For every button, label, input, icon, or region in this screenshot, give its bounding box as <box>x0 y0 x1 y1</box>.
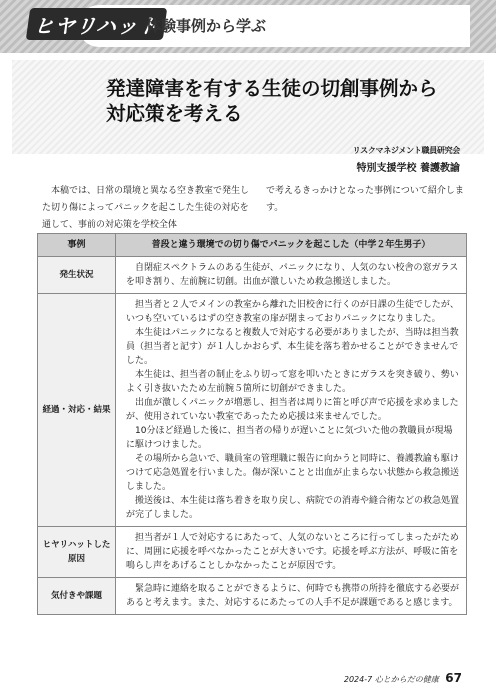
row-label-line: 気付きや課題 <box>50 591 102 601</box>
row-body <box>116 257 467 294</box>
row-paragraph: 緊急時に連絡を取ることができるように、何時でも携帯の所持を徹底する必要があると考えます。また、対応するにあたっての人手不足が課題であると感じます。 <box>126 584 460 608</box>
author-name: 特別支援学校 養護教諭 <box>356 163 460 174</box>
page-number: 67 <box>445 671 462 685</box>
title-line-2: 対応策を考える <box>106 102 243 125</box>
row-label <box>38 294 116 527</box>
table-row <box>38 527 467 578</box>
case-table <box>37 233 467 615</box>
intro-text-right: で考えるきっかけとなった事例について紹介します。 <box>266 186 464 213</box>
table-row <box>38 294 467 527</box>
page-footer <box>344 671 462 685</box>
row-paragraph: 出血が激しくパニックが増悪し、担当者は周りに笛と呼び声で応援を求めましたが、使用されていない教室であったため応援は来ませんでした。 <box>126 398 459 422</box>
row-paragraph: 搬送後は、本生徒は落ち着きを取り戻し、病院での消毒や縫合術などの救急処置が完了しました。 <box>126 496 460 520</box>
table-header-value: 普段と違う環境での切り傷でパニックを起こした（中学２年生男子） <box>116 234 467 257</box>
row-paragraph: 本生徒はパニックになると複数人で対応する必要がありましたが、当時は担当教員（担当者と記す）が１人しかおらず、本生徒を落ち着かせることができませんでした。 <box>126 328 459 366</box>
table-row <box>38 578 467 615</box>
table-header-row <box>38 234 467 257</box>
row-body <box>116 527 467 578</box>
row-paragraph: その場所から急いで、職員室の管理職に報告に向かうと同時に、養護教諭も駆けつけて応急処置を行いました。傷が深いことと出血が止まらない状態から救急搬送しました。 <box>126 454 460 492</box>
author-organization: リスクマネジメント職員研究会 <box>352 146 460 155</box>
footer-magazine: 心とからだの健康 <box>374 675 439 684</box>
row-paragraph: 担当者と２人でメインの教室から離れた旧校舎に行くのが日課の生徒でしたが、いつも空いているはずの空き教室の扉が閉まっておりパニックになりました。 <box>126 300 459 324</box>
row-body <box>116 294 467 527</box>
row-label-line: 経過・対応・結果 <box>42 405 111 415</box>
row-label <box>38 257 116 294</box>
table-header-label: 事例 <box>38 234 116 257</box>
row-label <box>38 578 116 615</box>
row-paragraph: 10分ほど経過した後に、担当者の帰りが遅いことに気づいた他の教職員が現場に駆けつけました。 <box>126 426 453 450</box>
author-byline <box>353 145 460 174</box>
intro-text-left: 本稿では、日常の環境と異なる空き教室で発生した切り傷によってパニックを起こした生徒の対応を通して、事前の対応策を学校全体 <box>42 186 250 230</box>
row-label-line: 原因 <box>67 554 85 564</box>
row-label <box>38 527 116 578</box>
row-body <box>116 578 467 615</box>
row-paragraph: 本生徒は、担当者の制止をふり切って窓を叩いたときにガラスを突き破り、勢いよく引き抜いたため左前腕５箇所に切創ができました。 <box>126 370 459 394</box>
title-line-1: 発達障害を有する生徒の切創事例から <box>106 77 438 100</box>
table-body <box>38 257 467 615</box>
footer-issue: 2024-7 <box>343 675 373 684</box>
table-row <box>38 257 467 294</box>
row-label-line: ヒヤリハットした <box>42 540 111 550</box>
row-paragraph: 担当者が１人で対応するにあたって、人気のないところに行ってしまったがために、周囲に応援を呼べなかったことが大きいです。応援を呼ぶ方法が、呼吸に笛を鳴らし声をあげることしかなかったことが原因です。 <box>126 533 459 571</box>
article-title <box>106 76 466 126</box>
row-label-line: 発生状況 <box>59 270 94 280</box>
series-subtitle: 体験事例から学ぶ <box>146 17 267 35</box>
row-paragraph: 自閉症スペクトラムのある生徒が、パニックになり、人気のない校舎の窓ガラスを叩き割り、左前腕に切創。出血が激しいため救急搬送しました。 <box>126 263 459 287</box>
series-logo: ヒヤリハット <box>26 8 168 40</box>
